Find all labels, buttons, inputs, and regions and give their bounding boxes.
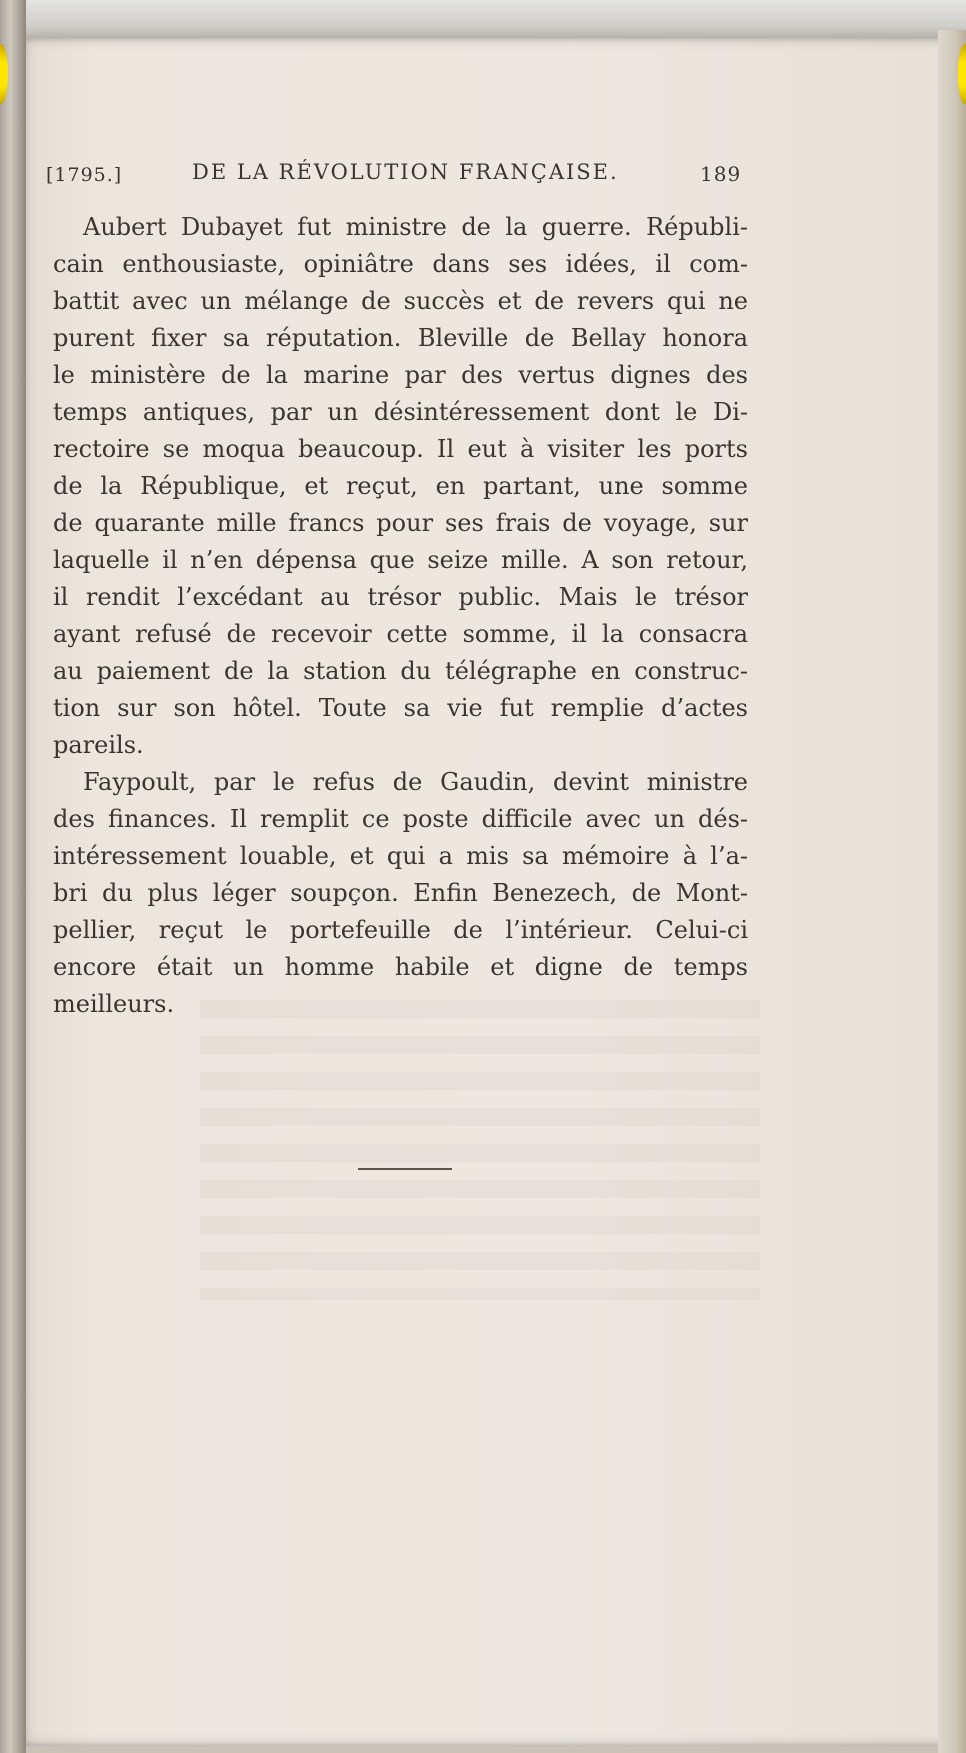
text-line: de la République, et reçut, en partant, une somme <box>53 472 748 500</box>
text-line: ayant refusé de recevoir cette somme, il la consacra <box>53 620 748 648</box>
text-line: de quarante mille francs pour ses frais de voyage, sur <box>53 509 748 537</box>
text-line: le ministère de la marine par des vertus dignes des <box>53 361 748 389</box>
header-year: [1795.] <box>46 164 123 186</box>
header-title: DE LA RÉVOLUTION FRANÇAISE. <box>192 160 619 184</box>
text-line: intéressement louable, et qui a mis sa mémoire à l’a- <box>53 842 748 870</box>
running-header <box>46 160 746 190</box>
text-line: cain enthousiaste, opiniâtre dans ses idées, il com- <box>53 250 748 278</box>
text-line: Faypoult, par le refus de Gaudin, devint ministre <box>83 768 748 796</box>
text-line: battit avec un mélange de succès et de revers qui ne <box>53 287 748 315</box>
page-right-edge <box>938 30 966 1753</box>
text-line: pellier, reçut le portefeuille de l’intérieur. Celui-ci <box>53 916 748 944</box>
body-text <box>53 209 748 1023</box>
text-line: il rendit l’excédant au trésor public. Mais le trésor <box>53 583 748 611</box>
text-line: tion sur son hôtel. Toute sa vie fut remplie d’actes <box>53 694 748 722</box>
text-line: des finances. Il remplit ce poste difficile avec un dés- <box>53 805 748 833</box>
text-line: meilleurs. <box>53 990 175 1018</box>
page-number: 189 <box>700 162 742 186</box>
text-line: Aubert Dubayet fut ministre de la guerre. Républi- <box>83 213 748 241</box>
book-spine-edge <box>0 0 26 1753</box>
text-line: rectoire se moqua beaucoup. Il eut à visiter les ports <box>53 435 748 463</box>
text-line: temps antiques, par un désintéressement dont le Di- <box>53 398 748 426</box>
section-end-rule <box>358 1168 452 1170</box>
bleed-through-text <box>200 1000 760 1300</box>
text-line: encore était un homme habile et digne de temps <box>53 953 748 981</box>
text-line: laquelle il n’en dépensa que seize mille. A son retour, <box>53 546 748 574</box>
text-line: pareils. <box>53 731 144 759</box>
yellow-marker-right <box>958 44 966 104</box>
text-line: au paiement de la station du télégraphe en construc- <box>53 657 748 685</box>
text-line: bri du plus léger soupçon. Enfin Benezech, de Mont- <box>53 879 748 907</box>
text-line: purent fixer sa réputation. Bleville de Bellay honora <box>53 324 748 352</box>
